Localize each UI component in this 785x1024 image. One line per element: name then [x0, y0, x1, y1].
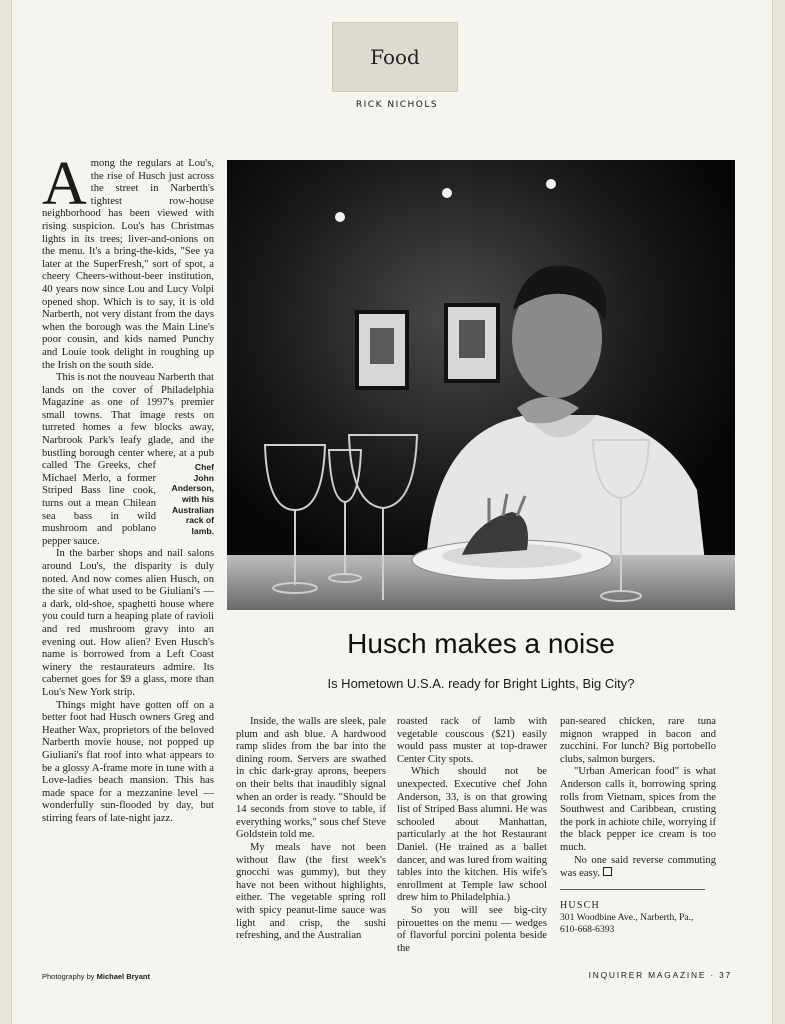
article-column-4	[560, 716, 716, 936]
magazine-page	[12, 0, 772, 1024]
deck-subheadline: Is Hometown U.S.A. ready for Bright Lights, Big City?	[327, 676, 635, 691]
paragraph: Things might have gotten off on a better foot had Husch owners Greg and Heather Wax, proprietors of the beloved Narberth movie house, not popped up Giuliani's flat roof into what appears to be a glossy A-frame more in tune with a Love-ladies beach mansion. This has made space for a mezzanine level — wonderfully sun-flooded by day, but stirring fears of late-night jazz.	[42, 699, 214, 824]
photo-caption: Chef John Anderson, with his Australian rack of lamb.	[171, 462, 214, 536]
end-mark-icon	[603, 867, 612, 876]
section-label-text: Food	[370, 45, 420, 69]
restaurant-address: 301 Woodbine Ave., Narberth, Pa.,	[560, 912, 694, 924]
paragraph: Among the regulars at Lou's, the rise of Husch just across the street in Narberth's tightest row-house neighborhood has been viewed with rising suspicion. Lou's has Christmas lights in its trees; liver-and-onions on the menu. It's a bring-the-kids, "See ya later at the SuperFresh," sort of spot, a cheery Cheers-without-beer institution, 40 years now since Lou and Lucy Volpi opened shop. Which is to say, it is old Narberth, not very distant from the days when the borough was the Main Line's poor cousin, and kids named Punchy and Louie took delight in roughing up the Irish on the south side.	[42, 150, 214, 371]
paragraph: Which should not be unexpected. Executive chef John Anderson, 33, is on that growing list of Striped Bass alumni. He was schooled about Manhattan, particularly at the hot Restaurant Daniel. (He trained as a ballet dancer, and was lured from waiting tables into the kitchen. His wife's enrollment at Temple law school drew him to Philadelphia.)	[397, 766, 547, 904]
paragraph: In the barber shops and nail salons around Lou's, the disparity is duly noted. And now comes alien Husch, on the site of what used to be Giuliani's — a dark, old-shoe, spaghetti house where you could turn a heaping plate of ravioli and red mushroom gravy into an evening out. How alien? Even Husch's name is borrowed from a Left Coast winery the restaurateurs admire. Its cabernet goes for $9 a glass, more than Lou's New York strip.	[42, 548, 214, 698]
restaurant-name: HUSCH	[560, 899, 600, 911]
drop-cap: A	[42, 150, 87, 218]
divider	[560, 889, 705, 890]
paragraph: pan-seared chicken, rare tuna mignon wrapped in bacon and zucchini. For lunch? Big portobello clubs, salmon burgers.	[560, 716, 716, 765]
paragraph: No one said reverse commuting was easy.	[560, 854, 716, 880]
paragraph: So you will see big-city pirouettes on the menu — wedges of flavorful porcini polenta beside the	[397, 904, 547, 954]
page-folio: INQUIRER MAGAZINE · 37	[588, 970, 732, 980]
paragraph: My meals have not been without flaw (the first week's gnocchi was gummy), but they have not been without highlights, either. The vegetable spring roll with spicy peanut-lime sauce was light and crisp, the sushi refreshing, and the Australian	[236, 841, 386, 942]
section-label	[332, 22, 458, 92]
article-column-1	[42, 150, 214, 958]
chef-photo-illustration	[227, 160, 735, 610]
headline: Husch makes a noise	[347, 628, 615, 659]
photo-credit: Photography by Michael Bryant	[42, 972, 150, 981]
paragraph: roasted rack of lamb with vegetable couscous ($21) easily would pass muster at top-drawer Center City spots.	[397, 716, 547, 765]
restaurant-phone: 610-668-6393	[560, 924, 615, 936]
article-column-3	[397, 716, 547, 955]
paragraph: Inside, the walls are sleek, pale plum and ash blue. A hardwood ramp slides from the bar into the dining room. Servers are swathed in chic dark-gray aprons, beepers on their belts that inaudibly signal when an order is ready. "Should be 14 seconds from stove to table, if everything works," sous chef Steve Goldstein told me.	[236, 716, 386, 841]
byline: RICK NICHOLS	[355, 100, 439, 110]
chef-photo	[227, 160, 735, 610]
paragraph: "Urban American food" is what Anderson calls it, borrowing spring rolls from Vietnam, spices from the Southwest and Caribbean, crusting the pork in achiote chile, worrying if the black pepper ice cream is too much.	[560, 766, 716, 853]
photographer-name: Michael Bryant	[96, 972, 150, 981]
paragraph: This is not the nouveau Narberth that lands on the cover of Philadelphia Magazine as one of 1997's premier small towns. That image rests on turreted homes a few blocks away, Narbrook Park's leafy glade, and the bustling borough center where, at a pub Chef John Anderson, with his Australian rack of lamb. called The Greeks, chef Michael Merlo, a former Striped Bass line cook, turns out a mean Chilean sea bass in wild mushroom and poblano pepper sauce.	[42, 372, 214, 547]
article-column-2	[236, 716, 386, 943]
